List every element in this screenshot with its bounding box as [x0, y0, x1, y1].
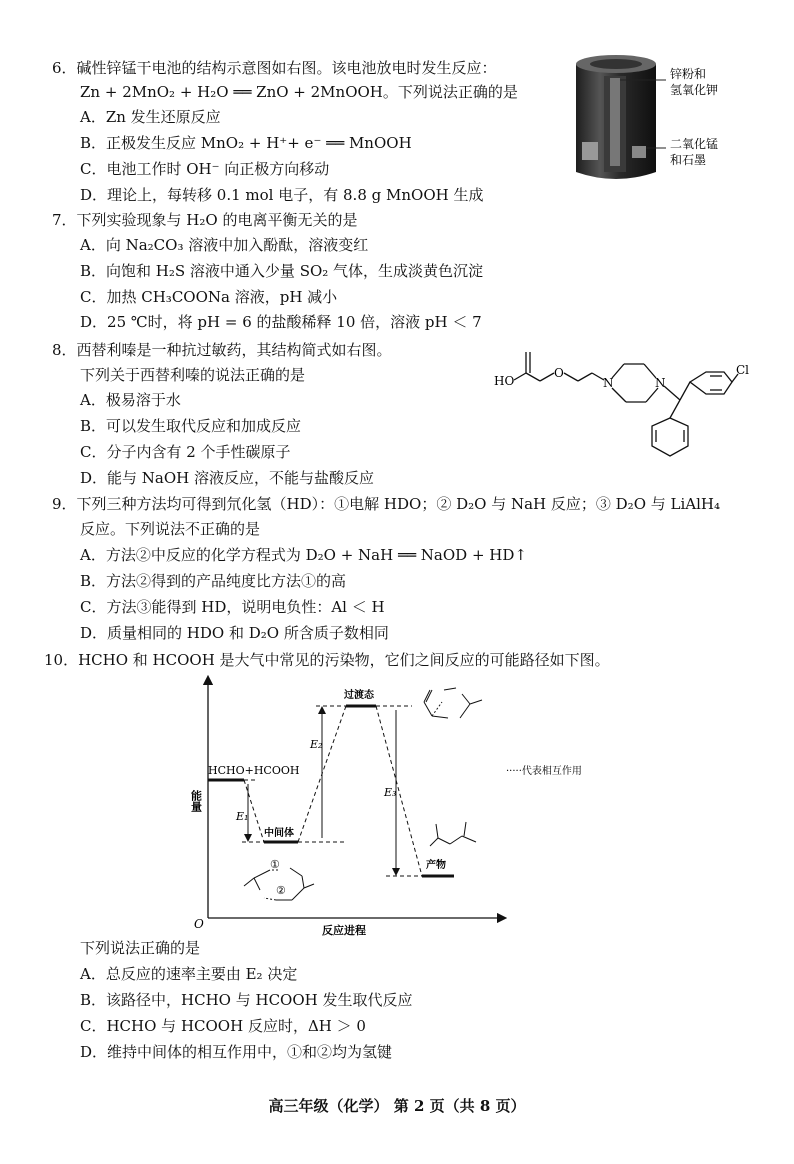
e1-label: E₁ [236, 810, 249, 823]
q8-stem-line2: 下列关于西替利嗪的说法正确的是 [80, 366, 306, 384]
q8-option-b: B．可以发生取代反应和加成反应 [80, 417, 302, 435]
cetirizine-structure [484, 340, 764, 480]
q8-option-a: A．极易溶于水 [80, 391, 181, 409]
label-mno2-line1: 二氧化锰 [670, 137, 719, 151]
page-footer: 高三年级（化学） 第 2 页（共 8 页） [268, 1097, 526, 1115]
q6-option-a: A．Zn 发生还原反应 [80, 108, 221, 126]
q10-option-a: A．总反应的速率主要由 E₂ 决定 [80, 965, 298, 983]
label-zinc-line2: 氢氧化钾 [670, 83, 719, 97]
q6-option-c: C．电池工作时 OH⁻ 向正极方向移动 [80, 160, 330, 178]
q9-stem-line1: 9．下列三种方法均可得到氘化氢（HD）：①电解 HDO；② D₂O 与 NaH 反应；③ D₂O 与 LiAlH₄ [52, 495, 721, 513]
x-axis-label: 反应进程 [322, 924, 366, 936]
q10-stem: 10．HCHO 和 HCOOH 是大气中常见的污染物，它们之间反应的可能路径如下图。 [44, 651, 610, 669]
atom-n-top: N [603, 376, 614, 390]
q9-option-b: B．方法②得到的产品纯度比方法①的高 [80, 572, 347, 590]
energy-diagram [180, 672, 640, 936]
label-mno2-line2: 和石墨 [670, 153, 707, 167]
q9-option-c: C．方法③能得到 HD，说明电负性：Al ＜ H [80, 598, 385, 616]
atom-n-bottom: N [655, 376, 666, 390]
y-axis-label: 能量 [189, 790, 203, 812]
e3-label: E₃ [384, 786, 397, 799]
q8-stem-line1: 8．西替利嗪是一种抗过敏药，其结构简式如右图。 [52, 341, 392, 359]
q7-option-b: B．向饱和 H₂S 溶液中通入少量 SO₂ 气体，生成淡黄色沉淀 [80, 262, 484, 280]
circ2-label: ② [276, 884, 286, 897]
circ1-label: ① [270, 858, 280, 871]
e2-label: E₂ [310, 738, 323, 751]
q7-option-c: C．加热 CH₃COONa 溶液，pH 减小 [80, 288, 338, 306]
q9-stem-line2: 反应。下列说法不正确的是 [80, 520, 261, 538]
origin-label: O [194, 917, 204, 931]
q9-option-d: D．质量相同的 HDO 和 D₂O 所含质子数相同 [80, 624, 389, 642]
atom-ho: HO [494, 374, 515, 388]
atom-o: O [554, 366, 564, 380]
battery-figure [570, 52, 770, 192]
q8-option-c: C．分子内含有 2 个手性碳原子 [80, 443, 291, 461]
q6-option-b: B．正极发生反应 MnO₂ + H⁺+ e⁻ ══ MnOOH [80, 134, 412, 152]
atom-cl: Cl [736, 363, 750, 377]
transition-label: 过渡态 [344, 690, 374, 701]
intermediate-label: 中间体 [264, 828, 294, 839]
q6-option-d: D．理论上，每转移 0.1 mol 电子，有 8.8 g MnOOH 生成 [80, 186, 484, 204]
q9-option-a: A．方法②中反应的化学方程式为 D₂O + NaH ══ NaOD + HD↑ [80, 546, 527, 564]
label-zinc-line1: 锌粉和 [670, 67, 707, 81]
reactant-label: HCHO+HCOOH [208, 764, 300, 777]
legend-label: ·····代表相互作用 [506, 766, 582, 777]
q7-option-a: A．向 Na₂CO₃ 溶液中加入酚酞，溶液变红 [80, 236, 369, 254]
q7-option-d: D．25 ℃时，将 pH = 6 的盐酸稀释 10 倍，溶液 pH ＜ 7 [80, 313, 482, 331]
q7-stem: 7．下列实验现象与 H₂O 的电离平衡无关的是 [52, 211, 358, 229]
q8-option-d: D．能与 NaOH 溶液反应，不能与盐酸反应 [80, 469, 375, 487]
q10-option-d: D．维持中间体的相互作用中，①和②均为氢键 [80, 1043, 393, 1061]
q10-option-c: C．HCHO 与 HCOOH 反应时，ΔH ＞ 0 [80, 1017, 366, 1035]
q6-stem-line1: 6．碱性锌锰干电池的结构示意图如右图。该电池放电时发生反应： [52, 59, 497, 77]
q10-option-b: B．该路径中，HCHO 与 HCOOH 发生取代反应 [80, 991, 413, 1009]
q10-follow: 下列说法正确的是 [80, 939, 201, 957]
product-label: 产物 [426, 860, 446, 871]
q6-stem-line2: Zn + 2MnO₂ + H₂O ══ ZnO + 2MnOOH。下列说法正确的是 [80, 83, 518, 101]
